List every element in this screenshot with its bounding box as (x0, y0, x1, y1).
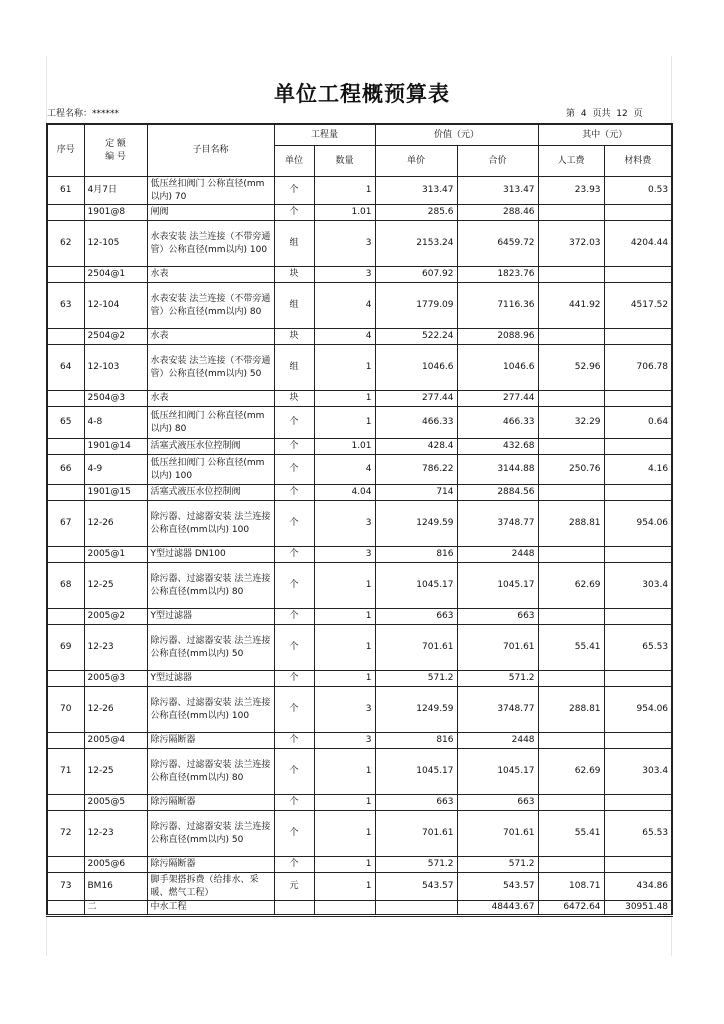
cell-seq (47, 205, 84, 221)
cell-qty: 1 (314, 609, 375, 625)
project-name-line (47, 106, 119, 119)
cell-code: 2005@4 (84, 733, 147, 749)
header-unit: 单位 (274, 146, 314, 177)
cell-total: 277.44 (457, 391, 538, 407)
cell-material: 0.53 (604, 177, 672, 205)
cell-code: BM16 (84, 873, 147, 901)
cell-qty: 1 (314, 795, 375, 811)
table-row (47, 811, 672, 857)
cell-seq (47, 329, 84, 345)
cell-labor (538, 329, 604, 345)
cell-unit: 个 (274, 811, 314, 857)
cell-unit: 个 (274, 407, 314, 439)
cell-labor: 288.81 (538, 687, 604, 733)
cell-price: 1249.59 (375, 687, 457, 733)
cell-seq: 69 (47, 625, 84, 671)
cell-seq: 63 (47, 283, 84, 329)
cell-seq (47, 547, 84, 563)
cell-unit: 个 (274, 501, 314, 547)
page-info: 第 4 页共 12 页 (566, 109, 643, 119)
cell-item-name: 水表 (147, 391, 274, 407)
cell-unit: 个 (274, 455, 314, 485)
cell-item-name: 闸阀 (147, 205, 274, 221)
cell-unit: 个 (274, 749, 314, 795)
cell-material: 303.4 (604, 563, 672, 609)
cell-total: 466.33 (457, 407, 538, 439)
cell-unit: 个 (274, 439, 314, 455)
cell-labor: 62.69 (538, 563, 604, 609)
cell-unit: 个 (274, 205, 314, 221)
cell-labor (538, 439, 604, 455)
cell-unit: 组 (274, 283, 314, 329)
table-row (47, 857, 672, 873)
cell-price: 701.61 (375, 811, 457, 857)
cell-unit: 个 (274, 671, 314, 687)
cell-qty: 1 (314, 671, 375, 687)
cell-material: 954.06 (604, 501, 672, 547)
cell-item-name: 除污隔断器 (147, 795, 274, 811)
cell-code: 2005@2 (84, 609, 147, 625)
cell-seq (47, 901, 84, 916)
cell-price: 2153.24 (375, 221, 457, 267)
cell-code: 12-26 (84, 687, 147, 733)
cell-code: 1901@14 (84, 439, 147, 455)
cell-unit (274, 901, 314, 916)
cell-material: 4.16 (604, 455, 672, 485)
table-row (47, 687, 672, 733)
budget-table (46, 123, 673, 917)
cell-item-name: 水表安装 法兰连接（不带旁通管）公称直径(mm以内) 80 (147, 283, 274, 329)
cell-price: 1045.17 (375, 749, 457, 795)
cell-labor (538, 267, 604, 283)
table-row (47, 391, 672, 407)
cell-price: 701.61 (375, 625, 457, 671)
cell-seq: 68 (47, 563, 84, 609)
cell-item-name: 脚手架搭拆费（给排水、采暖、燃气工程） (147, 873, 274, 901)
cell-seq (47, 485, 84, 501)
cell-total: 2088.96 (457, 329, 538, 345)
header-qty: 数量 (314, 146, 375, 177)
cell-price: 428.4 (375, 439, 457, 455)
cell-price: 1046.6 (375, 345, 457, 391)
cell-item-name: 中水工程 (147, 901, 274, 916)
cell-code: 2005@6 (84, 857, 147, 873)
table-row (47, 329, 672, 345)
cell-qty (314, 901, 375, 916)
cell-item-name: 低压丝扣阀门 公称直径(mm以内) 70 (147, 177, 274, 205)
cell-unit: 个 (274, 177, 314, 205)
cell-price: 522.24 (375, 329, 457, 345)
cell-material (604, 547, 672, 563)
cell-code: 4-9 (84, 455, 147, 485)
cell-unit: 组 (274, 221, 314, 267)
cell-item-name: 水表 (147, 329, 274, 345)
cell-qty: 1 (314, 857, 375, 873)
cell-material: 706.78 (604, 345, 672, 391)
cell-total: 571.2 (457, 857, 538, 873)
table-row (47, 283, 672, 329)
cell-seq (47, 795, 84, 811)
cell-seq: 64 (47, 345, 84, 391)
cell-labor: 52.96 (538, 345, 604, 391)
cell-unit: 个 (274, 609, 314, 625)
cell-code: 4月7日 (84, 177, 147, 205)
cell-labor: 55.41 (538, 625, 604, 671)
cell-total: 1045.17 (457, 563, 538, 609)
table-row (47, 873, 672, 901)
table-row (47, 205, 672, 221)
cell-seq: 65 (47, 407, 84, 439)
cell-item-name: 除污器、过滤器安装 法兰连接 公称直径(mm以内) 50 (147, 625, 274, 671)
cell-material (604, 391, 672, 407)
cell-labor: 6472.64 (538, 901, 604, 916)
table-row (47, 485, 672, 501)
cell-total: 701.61 (457, 625, 538, 671)
cell-price: 816 (375, 547, 457, 563)
cell-total: 2884.56 (457, 485, 538, 501)
header-total: 合价 (457, 146, 538, 177)
cell-labor (538, 857, 604, 873)
table-row (47, 439, 672, 455)
header-among-group: 其中（元） (538, 124, 672, 146)
cell-item-name: 低压丝扣阀门 公称直径(mm以内) 100 (147, 455, 274, 485)
table-row (47, 177, 672, 205)
cell-seq (47, 857, 84, 873)
cell-unit: 个 (274, 857, 314, 873)
cell-price: 1249.59 (375, 501, 457, 547)
cell-material (604, 205, 672, 221)
cell-labor (538, 205, 604, 221)
cell-seq: 67 (47, 501, 84, 547)
cell-total: 3748.77 (457, 501, 538, 547)
cell-material (604, 329, 672, 345)
cell-code: 12-103 (84, 345, 147, 391)
cell-material: 65.53 (604, 625, 672, 671)
cell-total: 48443.67 (457, 901, 538, 916)
cell-code: 2005@3 (84, 671, 147, 687)
cell-price: 571.2 (375, 857, 457, 873)
cell-code: 2005@5 (84, 795, 147, 811)
cell-total: 432.68 (457, 439, 538, 455)
cell-material (604, 671, 672, 687)
cell-seq: 70 (47, 687, 84, 733)
cell-qty: 4.04 (314, 485, 375, 501)
cell-seq (47, 439, 84, 455)
cell-code: 12-26 (84, 501, 147, 547)
cell-code: 12-23 (84, 811, 147, 857)
cell-material: 30951.48 (604, 901, 672, 916)
cell-material: 65.53 (604, 811, 672, 857)
cell-labor: 32.29 (538, 407, 604, 439)
cell-seq: 66 (47, 455, 84, 485)
cell-unit: 块 (274, 267, 314, 283)
cell-total: 1823.76 (457, 267, 538, 283)
cell-unit: 个 (274, 563, 314, 609)
cell-total: 3748.77 (457, 687, 538, 733)
cell-qty: 1 (314, 873, 375, 901)
cell-price: 663 (375, 795, 457, 811)
cell-total: 288.46 (457, 205, 538, 221)
cell-total: 2448 (457, 547, 538, 563)
header-item: 子目名称 (147, 124, 274, 177)
cell-qty: 4 (314, 329, 375, 345)
page-title: 单位工程概预算表 (274, 82, 450, 106)
cell-qty: 3 (314, 687, 375, 733)
cell-seq (47, 267, 84, 283)
cell-material: 954.06 (604, 687, 672, 733)
header-material: 材料费 (604, 146, 672, 177)
cell-price: 571.2 (375, 671, 457, 687)
cell-material: 4517.52 (604, 283, 672, 329)
cell-qty: 1 (314, 625, 375, 671)
cell-qty: 4 (314, 455, 375, 485)
table-row (47, 407, 672, 439)
cell-price: 277.44 (375, 391, 457, 407)
cell-price: 663 (375, 609, 457, 625)
cell-total: 313.47 (457, 177, 538, 205)
table-row (47, 221, 672, 267)
table-row (47, 345, 672, 391)
cell-item-name: 水表安装 法兰连接（不带旁通管）公称直径(mm以内) 50 (147, 345, 274, 391)
header-value-group: 价值（元） (375, 124, 538, 146)
cell-qty: 3 (314, 267, 375, 283)
cell-code: 1901@15 (84, 485, 147, 501)
cell-qty: 1.01 (314, 439, 375, 455)
cell-seq: 72 (47, 811, 84, 857)
header-quantity-group: 工程量 (274, 124, 375, 146)
cell-price: 607.92 (375, 267, 457, 283)
cell-seq: 73 (47, 873, 84, 901)
cell-qty: 1 (314, 407, 375, 439)
cell-item-name: 除污隔断器 (147, 733, 274, 749)
cell-material (604, 267, 672, 283)
cell-total: 571.2 (457, 671, 538, 687)
header-price: 单价 (375, 146, 457, 177)
cell-price: 816 (375, 733, 457, 749)
cell-qty: 3 (314, 501, 375, 547)
cell-total: 1046.6 (457, 345, 538, 391)
table-row (47, 501, 672, 547)
cell-material (604, 733, 672, 749)
cell-total: 663 (457, 609, 538, 625)
cell-code: 12-25 (84, 563, 147, 609)
cell-code: 12-104 (84, 283, 147, 329)
cell-labor: 55.41 (538, 811, 604, 857)
cell-labor (538, 485, 604, 501)
cell-item-name: Y型过滤器 (147, 671, 274, 687)
cell-price: 285.6 (375, 205, 457, 221)
table-row (47, 563, 672, 609)
cell-seq: 62 (47, 221, 84, 267)
cell-total: 701.61 (457, 811, 538, 857)
table-row (47, 749, 672, 795)
table-row (47, 625, 672, 671)
cell-seq: 61 (47, 177, 84, 205)
cell-item-name: 低压丝扣阀门 公称直径(mm以内) 80 (147, 407, 274, 439)
cell-seq (47, 733, 84, 749)
cell-unit: 组 (274, 345, 314, 391)
table-row (47, 267, 672, 283)
table-row (47, 455, 672, 485)
cell-total: 7116.36 (457, 283, 538, 329)
cell-qty: 3 (314, 547, 375, 563)
cell-material (604, 795, 672, 811)
cell-code: 2504@3 (84, 391, 147, 407)
cell-labor (538, 547, 604, 563)
cell-qty: 3 (314, 221, 375, 267)
cell-total: 1045.17 (457, 749, 538, 795)
cell-labor (538, 391, 604, 407)
header-seq: 序号 (47, 124, 84, 177)
cell-qty: 1 (314, 811, 375, 857)
cell-seq (47, 391, 84, 407)
cell-total: 543.57 (457, 873, 538, 901)
cell-total: 3144.88 (457, 455, 538, 485)
cell-qty: 1 (314, 749, 375, 795)
cell-labor (538, 609, 604, 625)
table-body (47, 177, 672, 916)
cell-unit: 块 (274, 329, 314, 345)
cell-code: 4-8 (84, 407, 147, 439)
cell-qty: 4 (314, 283, 375, 329)
cell-seq (47, 671, 84, 687)
cell-material: 303.4 (604, 749, 672, 795)
cell-qty: 1 (314, 177, 375, 205)
cell-item-name: 除污器、过滤器安装 法兰连接 公称直径(mm以内) 50 (147, 811, 274, 857)
cell-labor: 108.71 (538, 873, 604, 901)
cell-qty: 1 (314, 345, 375, 391)
cell-unit: 个 (274, 733, 314, 749)
header-code: 定 额 编 号 (84, 124, 147, 177)
cell-seq: 71 (47, 749, 84, 795)
cell-item-name: Y型过滤器 (147, 609, 274, 625)
cell-item-name: 除污器、过滤器安装 法兰连接 公称直径(mm以内) 80 (147, 563, 274, 609)
table-row (47, 671, 672, 687)
table-row (47, 547, 672, 563)
table-row (47, 733, 672, 749)
cell-labor: 288.81 (538, 501, 604, 547)
cell-price: 786.22 (375, 455, 457, 485)
cell-labor: 250.76 (538, 455, 604, 485)
cell-item-name: 活塞式液压水位控制阀 (147, 485, 274, 501)
cell-qty: 3 (314, 733, 375, 749)
project-label: 工程名称： (47, 109, 93, 119)
cell-code: 12-23 (84, 625, 147, 671)
cell-labor (538, 671, 604, 687)
cell-item-name: 活塞式液压水位控制阀 (147, 439, 274, 455)
cell-unit: 个 (274, 485, 314, 501)
cell-unit: 块 (274, 391, 314, 407)
cell-labor: 23.93 (538, 177, 604, 205)
cell-material (604, 857, 672, 873)
cell-total: 2448 (457, 733, 538, 749)
cell-price: 313.47 (375, 177, 457, 205)
cell-material: 4204.44 (604, 221, 672, 267)
cell-item-name: 水表 (147, 267, 274, 283)
cell-labor: 441.92 (538, 283, 604, 329)
cell-qty: 1 (314, 391, 375, 407)
cell-material (604, 485, 672, 501)
cell-item-name: Y型过滤器 DN100 (147, 547, 274, 563)
cell-labor: 62.69 (538, 749, 604, 795)
cell-code: 2504@1 (84, 267, 147, 283)
cell-material (604, 609, 672, 625)
cell-price: 1045.17 (375, 563, 457, 609)
cell-price: 543.57 (375, 873, 457, 901)
cell-unit: 个 (274, 795, 314, 811)
cell-item-name: 水表安装 法兰连接（不带旁通管）公称直径(mm以内) 100 (147, 221, 274, 267)
cell-total: 663 (457, 795, 538, 811)
cell-qty: 1.01 (314, 205, 375, 221)
cell-material (604, 439, 672, 455)
cell-code: 1901@8 (84, 205, 147, 221)
cell-unit: 个 (274, 687, 314, 733)
cell-labor (538, 733, 604, 749)
cell-qty: 1 (314, 563, 375, 609)
cell-material: 434.86 (604, 873, 672, 901)
header-labor: 人工费 (538, 146, 604, 177)
cell-item-name: 除污器、过滤器安装 法兰连接 公称直径(mm以内) 100 (147, 687, 274, 733)
cell-code: 2504@2 (84, 329, 147, 345)
cell-unit: 元 (274, 873, 314, 901)
cell-price: 1779.09 (375, 283, 457, 329)
cell-code: 二 (84, 901, 147, 916)
cell-item-name: 除污隔断器 (147, 857, 274, 873)
cell-price: 714 (375, 485, 457, 501)
cell-material: 0.64 (604, 407, 672, 439)
cell-unit: 个 (274, 625, 314, 671)
cell-seq (47, 609, 84, 625)
cell-price (375, 901, 457, 916)
cell-unit: 个 (274, 547, 314, 563)
cell-total: 6459.72 (457, 221, 538, 267)
cell-code: 12-25 (84, 749, 147, 795)
cell-labor: 372.03 (538, 221, 604, 267)
table-row (47, 795, 672, 811)
project-name: ****** (92, 109, 120, 119)
table-row (47, 609, 672, 625)
cell-item-name: 除污器、过滤器安装 法兰连接 公称直径(mm以内) 80 (147, 749, 274, 795)
cell-price: 466.33 (375, 407, 457, 439)
cell-code: 12-105 (84, 221, 147, 267)
cell-labor (538, 795, 604, 811)
cell-item-name: 除污器、过滤器安装 法兰连接 公称直径(mm以内) 100 (147, 501, 274, 547)
cell-code: 2005@1 (84, 547, 147, 563)
table-row (47, 901, 672, 916)
